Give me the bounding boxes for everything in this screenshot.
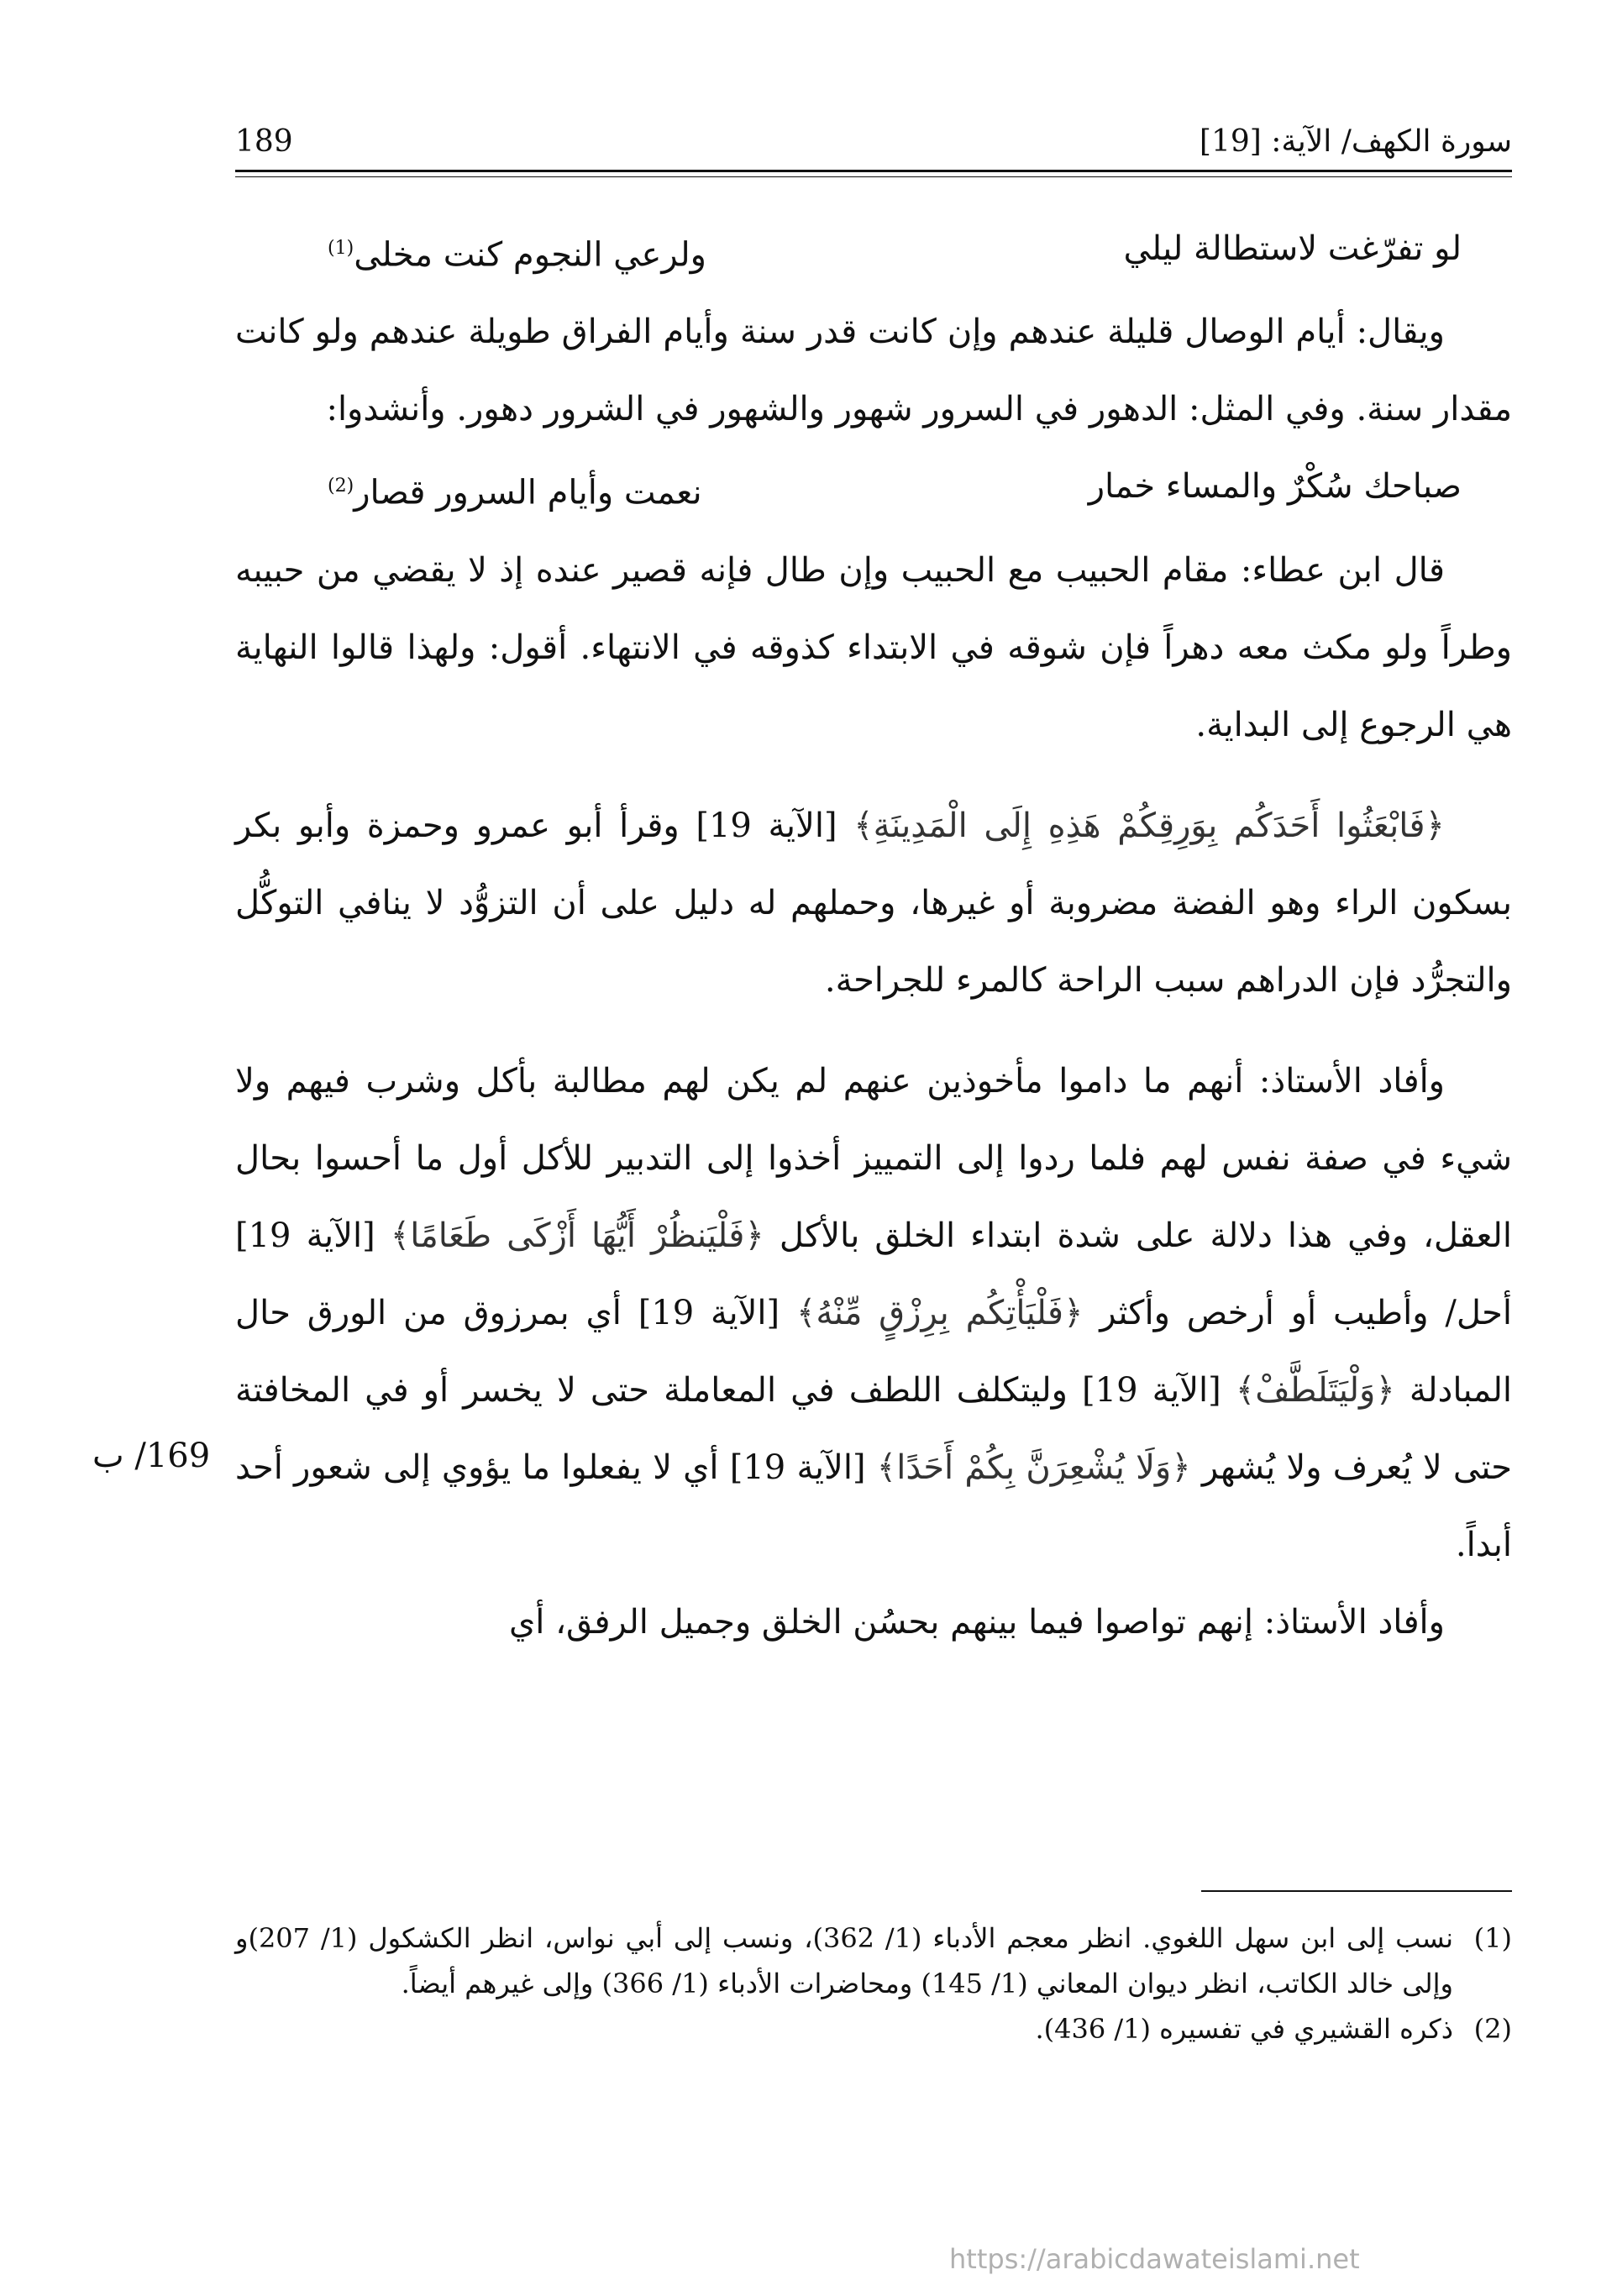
header-title: سورة الكهف/ الآية: [19] [1199, 124, 1512, 159]
footnote-1 [235, 1915, 1512, 2006]
page-number: 189 [235, 124, 293, 159]
footnote-text: نسب إلى ابن سهل اللغوي. انظر معجم الأدباء (1/ 362)، ونسب إلى أبي نواس، انظر الكشكول (1/ 207)و وإلى خالد الكاتب، انظر ديوان المعاني (1/ 145) ومحاضرات الأدباء (1/ 366) وإلى غيرهم أيضاً. [235, 1922, 1454, 1999]
footnote-separator [1201, 1890, 1512, 1892]
footnotes [235, 1915, 1512, 2052]
header-rule-thin [235, 176, 1512, 177]
paragraph-4 [235, 1043, 1512, 1584]
spacer [235, 764, 1512, 787]
quran-quote: ﴿فَلْيَأْتِكُم بِرِزْقٍ مِّنْهُ﴾ [795, 1293, 1084, 1332]
quran-quote: ﴿فَابْعَثُوا أَحَدَكُم بِوَرِقِكُمْ هَذِهِ إِلَى الْمَدِينَةِ﴾ [853, 806, 1445, 845]
quran-quote: ﴿وَلْيَتَلَطَّفْ﴾ [1235, 1370, 1395, 1410]
watermark-url: https://arabicdawateislami.net [949, 2243, 1360, 2275]
paragraph-1: ويقال: أيام الوصال قليلة عندهم وإن كانت قدر سنة وأيام الفراق طويلة عندهم ولو كانت مقدار سنة. وفي المثل: الدهور في السرور شهور والشهور في الشرور دهور. وأنشدوا: [235, 313, 1512, 429]
footnote-number: (1) [1473, 1922, 1512, 1954]
paragraph-4-text: [الآية 19] وليتكلف اللطف في المعاملة حتى لا يخسر أو في المخافتة حتى لا يُعرف ولا يُشهر [235, 1370, 1513, 1487]
manuscript-folio-note: 169/ ب [92, 1437, 211, 1475]
paragraph-2: قال ابن عطاء: مقام الحبيب مع الحبيب وإن طال فإنه قصير عنده إذ لا يقضي من حبيبه وطراً ولو مكث معه دهراً فإن شوقه في الابتداء كذوقه في الانتهاء. أقول: ولهذا قالوا النهاية هي الرجوع إلى البداية. [235, 550, 1512, 744]
quran-quote: ﴿فَلْيَنظُرْ أَيُّهَا أَزْكَى طَعَامًا﴾ [390, 1216, 764, 1255]
verse-2-second-text: نعمت وأيام السرور قصار [354, 473, 702, 512]
poem-verse-2 [235, 448, 1512, 531]
footnote-2 [235, 2006, 1512, 2052]
verse-2-first-hemistich: صباحك سُكْرٌ والمساء خمار [1088, 467, 1462, 507]
running-header [235, 124, 1512, 168]
footnote-ref-1: (1) [328, 238, 354, 259]
paragraph-5: وأفاد الأستاذ: إنهم تواصوا فيما بينهم بحسُن الخلق وجميل الرفق، أي [508, 1602, 1445, 1642]
paragraph-3-text: [الآية 19] وقرأ أبو عمرو وحمزة وأبو بكر بسكون الراء وهو الفضة مضروبة أو غيرها، وحملهم له دليل على أن التزوُّد لا ينافي التوكُّل والتجرُّد فإن الدراهم سبب الراحة كالمرء للجراحة. [235, 806, 1512, 1000]
footnote-number: (2) [1473, 2013, 1512, 2045]
verse-1-first-hemistich: لو تفرّغت لاستطالة ليلي [1123, 229, 1462, 268]
verse-1-second-hemistich [328, 210, 706, 293]
header-rule-thick [235, 170, 1512, 172]
poem-verse-1 [235, 210, 1512, 293]
main-text [235, 210, 1512, 1661]
footnote-text: ذكره القشيري في تفسيره (1/ 436). [1035, 2013, 1453, 2045]
paragraph-4-text: [الآية 19] أي بمرزوق من الورق حال المبادلة [235, 1293, 1513, 1410]
verse-2-second-hemistich [328, 448, 702, 531]
paragraph-4-text: [الآية 19] أي لا يفعلوا ما يؤوي إلى شعور أحد أبداً. [235, 1447, 1512, 1564]
footnote-ref-2: (2) [328, 475, 354, 497]
paragraph-4-text: وأفاد الأستاذ: أنهم ما داموا مأخوذين عنهم لم يكن لهم مطالبة بأكل وشرب فيهم ولا شيء في صفة نفس لهم فلما ردوا إلى التمييز أخذوا إلى التدبير للأكل أول ما أحسوا بحال العقل، وفي هذا دلالة على شدة ابتداء الخلق بالأكل [235, 1061, 1512, 1255]
paragraph-4-text: [الآية 19] أحل/ وأطيب أو أرخص وأكثر [235, 1216, 1513, 1332]
quran-quote: ﴿وَلَا يُشْعِرَنَّ بِكُمْ أَحَدًا﴾ [876, 1447, 1191, 1487]
spacer [235, 1019, 1512, 1043]
paragraph-3 [235, 787, 1512, 1019]
verse-1-second-text: ولرعي النجوم كنت مخلى [354, 235, 706, 275]
